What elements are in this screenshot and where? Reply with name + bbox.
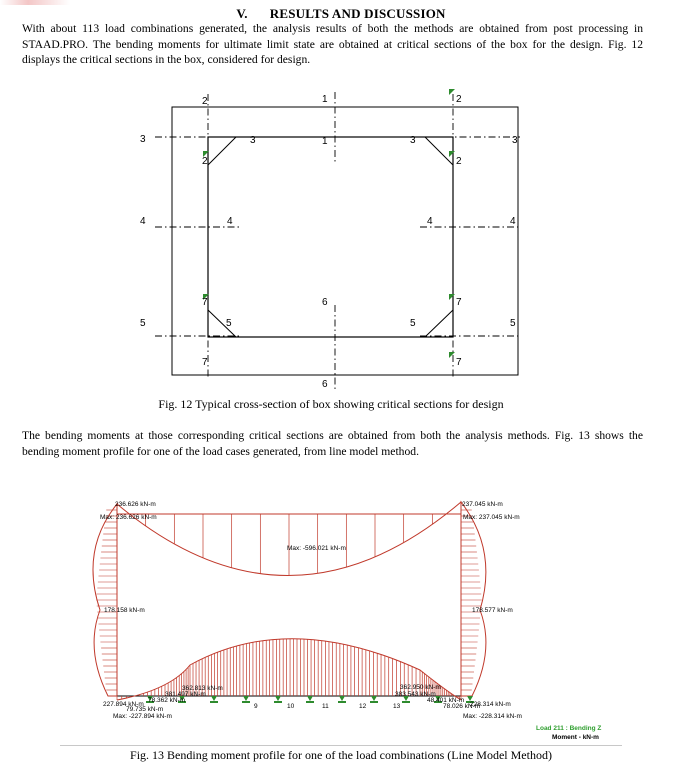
support-marker [274,696,282,703]
legend-units: Moment - kN-m [552,734,599,741]
support-marker [242,696,250,703]
label-top-left: 236.626 kN-m [115,501,156,508]
label-3-inner-right: 3 [410,135,416,146]
green-markers [203,89,455,358]
label-right-mid: 178.577 kN-m [472,607,513,614]
right-wall-hatch [461,510,482,690]
label-7-bottom-left: 7 [202,357,208,368]
label-br-a: 48.401 kN-m [427,697,465,704]
label-left-mid: 178.158 kN-m [104,607,145,614]
paragraph-bending: The bending moments at those corresponding critical sections are obtained from both the analysis methods. Fig. 13 shows the bending moment profile for one of the load cases generated, from line model method. [22,429,643,458]
label-5-inner-left: 5 [226,318,232,329]
label-6-inner: 6 [322,297,328,308]
paragraph-intro: With about 113 load combinations generated, the analysis results of both the methods are obtained from post processing in STAAD.PRO. The bending moments for ultimate limit state are obtained at critical sections of the box for the design. Fig. 12 displays the critical sections in the box, considered for design. [22,22,643,66]
label-6-bottom: 6 [322,379,328,390]
left-wall-hatch [96,510,117,690]
box-outer-outline [172,107,518,375]
label-bl-c: 381.497 kN-m [165,691,206,698]
section-number: V. [236,6,248,21]
label-5-inner-right: 5 [410,318,416,329]
label-br-d: 362.950 kN-m [400,684,441,691]
label-bl-d: 362.813 kN-m [182,685,223,692]
label-2-inner-left: 2 [202,156,208,167]
haunches [208,137,453,337]
label-2-inner-right: 2 [456,156,462,167]
support-marker [306,696,314,703]
label-2-top-left: 2 [202,96,208,107]
legend-load-case: Load 211 : Bending Z [536,725,602,732]
label-br-c: 78.026 kN-m [443,703,481,710]
node-label-4: 12 [359,703,367,710]
support-marker [370,696,378,703]
label-top-mid-max: Max: -596.021 kN-m [287,545,346,552]
label-top-right-max: Max: 237.045 kN-m [463,514,520,521]
box-inner-outline [208,137,453,337]
label-bl-b: 78.362 kN-m [148,697,186,704]
label-top-right: 237.045 kN-m [462,501,503,508]
label-3-inner-left: 3 [250,135,256,146]
label-3-left: 3 [140,134,146,145]
label-bottom-right-max: Max: -228.314 kN-m [463,713,522,720]
page-corner-mark [0,0,70,5]
label-4-right: 4 [510,216,516,227]
label-5-right: 5 [510,318,516,329]
label-bottom-left: 227.894 kN-m [103,701,144,708]
figure-divider [60,745,622,746]
label-bottom-right: 228.314 kN-m [470,701,511,708]
support-marker [338,696,346,703]
label-4-inner-right: 4 [427,216,433,227]
node-label-1: 9 [254,703,258,710]
label-1-top: 1 [322,94,328,105]
node-label-2: 10 [287,703,295,710]
label-br-b: 383.543 kN-m [395,691,436,698]
label-4-left: 4 [140,216,146,227]
right-wall-moment [461,502,486,696]
section-title: RESULTS AND DISCUSSION [269,6,446,21]
label-2-top-right: 2 [456,94,462,105]
label-5-left: 5 [140,318,146,329]
figure-13-bending-moment [0,490,682,745]
label-7-bottom-right: 7 [456,357,462,368]
label-4-inner-left: 4 [227,216,233,227]
figure-12-cross-section [0,80,682,396]
node-label-3: 11 [322,703,329,710]
section-heading [0,6,682,22]
label-bl-a: 79.735 kN-m [126,706,164,713]
figure-12-caption: Fig. 12 Typical cross-section of box showing critical sections for design [158,397,504,411]
support-marker [210,696,218,703]
label-1-inner: 1 [322,136,328,147]
label-7-inner-left: 7 [202,297,208,308]
label-3-right: 3 [512,135,518,146]
label-bottom-left-max: Max: -227.894 kN-m [113,713,172,720]
figure-13-caption: Fig. 13 Bending moment profile for one of the load combinations (Line Model Method) [130,748,552,762]
node-label-5: 13 [393,703,401,710]
label-7-inner-right: 7 [456,297,462,308]
label-top-left-max: Max: 236.626 kN-m [100,514,157,521]
